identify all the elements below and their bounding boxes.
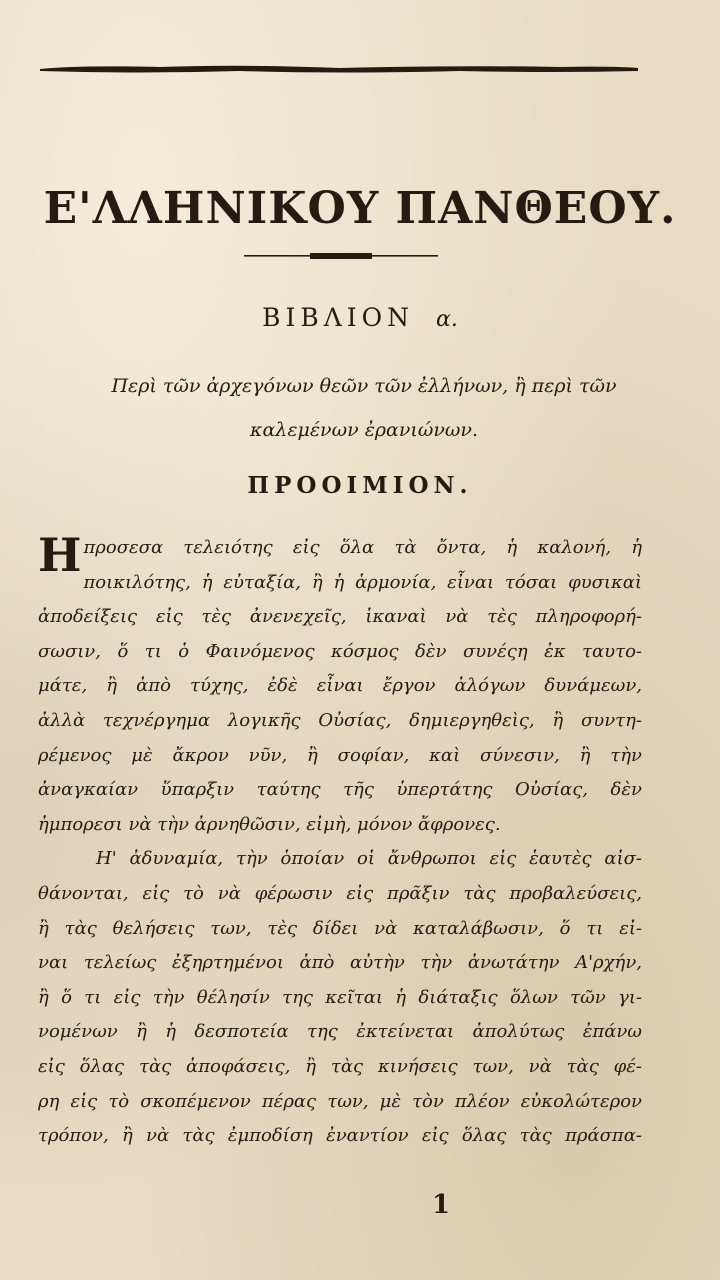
title-divider-rule xyxy=(244,250,438,262)
text-line: ἀλλὰ τεχνέργημα λογικῆς Οὐσίας, δημιεργηθεὶς, ἢ συντη- xyxy=(38,709,642,731)
text-line: σωσιν, ὅ τι ὁ Φαινόμενος κόσμος δὲν συνέςη ἐκ ταυτο- xyxy=(38,640,642,662)
text-line: ναι τελείως ἐξηρτημένοι ἀπὸ αὐτὴν τὴν ἀνωτάτην Α'ρχήν, xyxy=(38,952,642,974)
text-line: ποικιλότης, ἡ εὐταξία, ἢ ἡ ἁρμονία, εἶναι τόσαι φυσικαὶ xyxy=(83,571,642,593)
book-subtitle xyxy=(44,364,684,452)
text-line: ἢ ὅ τι εἰς τὴν θέλησίν της κεῖται ἡ διάταξις ὅλων τῶν γι- xyxy=(38,986,642,1008)
text-line: ρη εἰς τὸ σκοπέμενον πέρας των, μὲ τὸν πλέον εὐκολώτερον xyxy=(38,1090,642,1112)
page-number: 1 xyxy=(432,1190,451,1220)
text-line: νομένων ἢ ἡ δεσποτεία της ἐκτείνεται ἀπολύτως ἐπάνω xyxy=(38,1021,642,1043)
text-line: ρέμενος μὲ ἄκρον νῦν, ἢ σοφίαν, καὶ σύνεσιν, ἢ τὴν xyxy=(38,744,642,766)
page-title: Ε'ΛΛΗΝΙΚΟΥ ΠΑΝΘΕΟΥ. xyxy=(43,183,677,234)
top-ornamental-rule xyxy=(40,62,638,76)
text-line: Η' ἀδυναμία, τὴν ὁποίαν οἱ ἄνθρωποι εἰς ἑαυτὲς αἰσ- xyxy=(96,848,642,870)
section-heading: ΠΡΟΟΙΜΙΟΝ. xyxy=(247,472,473,499)
book-heading xyxy=(0,303,720,332)
book-number: α. xyxy=(436,307,458,332)
text-line: ἀποδείξεις εἰς τὲς ἀνενεχεῖς, ἱκαναὶ νὰ τὲς πληροφορή- xyxy=(38,606,642,628)
text-line: ἠμπορεσι νὰ τὴν ἀρνηθῶσιν, εἰμὴ, μόνον ἄφρονες. xyxy=(38,813,501,835)
text-line: εἰς ὅλας τὰς ἀποφάσεις, ἢ τὰς κινήσεις των, νὰ τὰς φέ- xyxy=(38,1055,642,1077)
text-line: προσεσα τελειότης εἰς ὅλα τὰ ὄντα, ἡ καλονή, ἡ xyxy=(83,537,642,558)
text-line: θάνονται, εἰς τὸ νὰ φέρωσιν εἰς πρᾶξιν τὰς προβαλεύσεις, xyxy=(38,882,642,904)
paragraph-1 xyxy=(38,528,642,842)
text-line: τρόπον, ἢ νὰ τὰς ἐμποδίση ἐναντίον εἰς ὅλας τὰς πράσπα- xyxy=(38,1125,642,1147)
paragraph-2 xyxy=(38,842,642,1153)
body-text xyxy=(38,528,642,1154)
drop-cap: Η xyxy=(38,528,82,582)
subtitle-line: καλεμένων ἐρανιώνων. xyxy=(249,419,479,441)
text-line: ἀναγκαίαν ὕπαρξιν ταύτης τῆς ὑπερτάτης Οὐσίας, δὲν xyxy=(38,779,642,801)
book-heading-label: ΒΙΒΛΙΟΝ xyxy=(262,303,415,332)
text-line: ἢ τὰς θελήσεις των, τὲς δίδει νὰ καταλάβωσιν, ὅ τι εἰ- xyxy=(38,917,642,939)
text-line: μάτε, ἢ ἀπὸ τύχης, ἐδὲ εἶναι ἔργον ἀλόγων δυνάμεων, xyxy=(38,675,642,697)
subtitle-line: Περὶ τῶν ἀρχεγόνων θεῶν τῶν ἐλλήνων, ἢ περὶ τῶν xyxy=(111,375,617,397)
